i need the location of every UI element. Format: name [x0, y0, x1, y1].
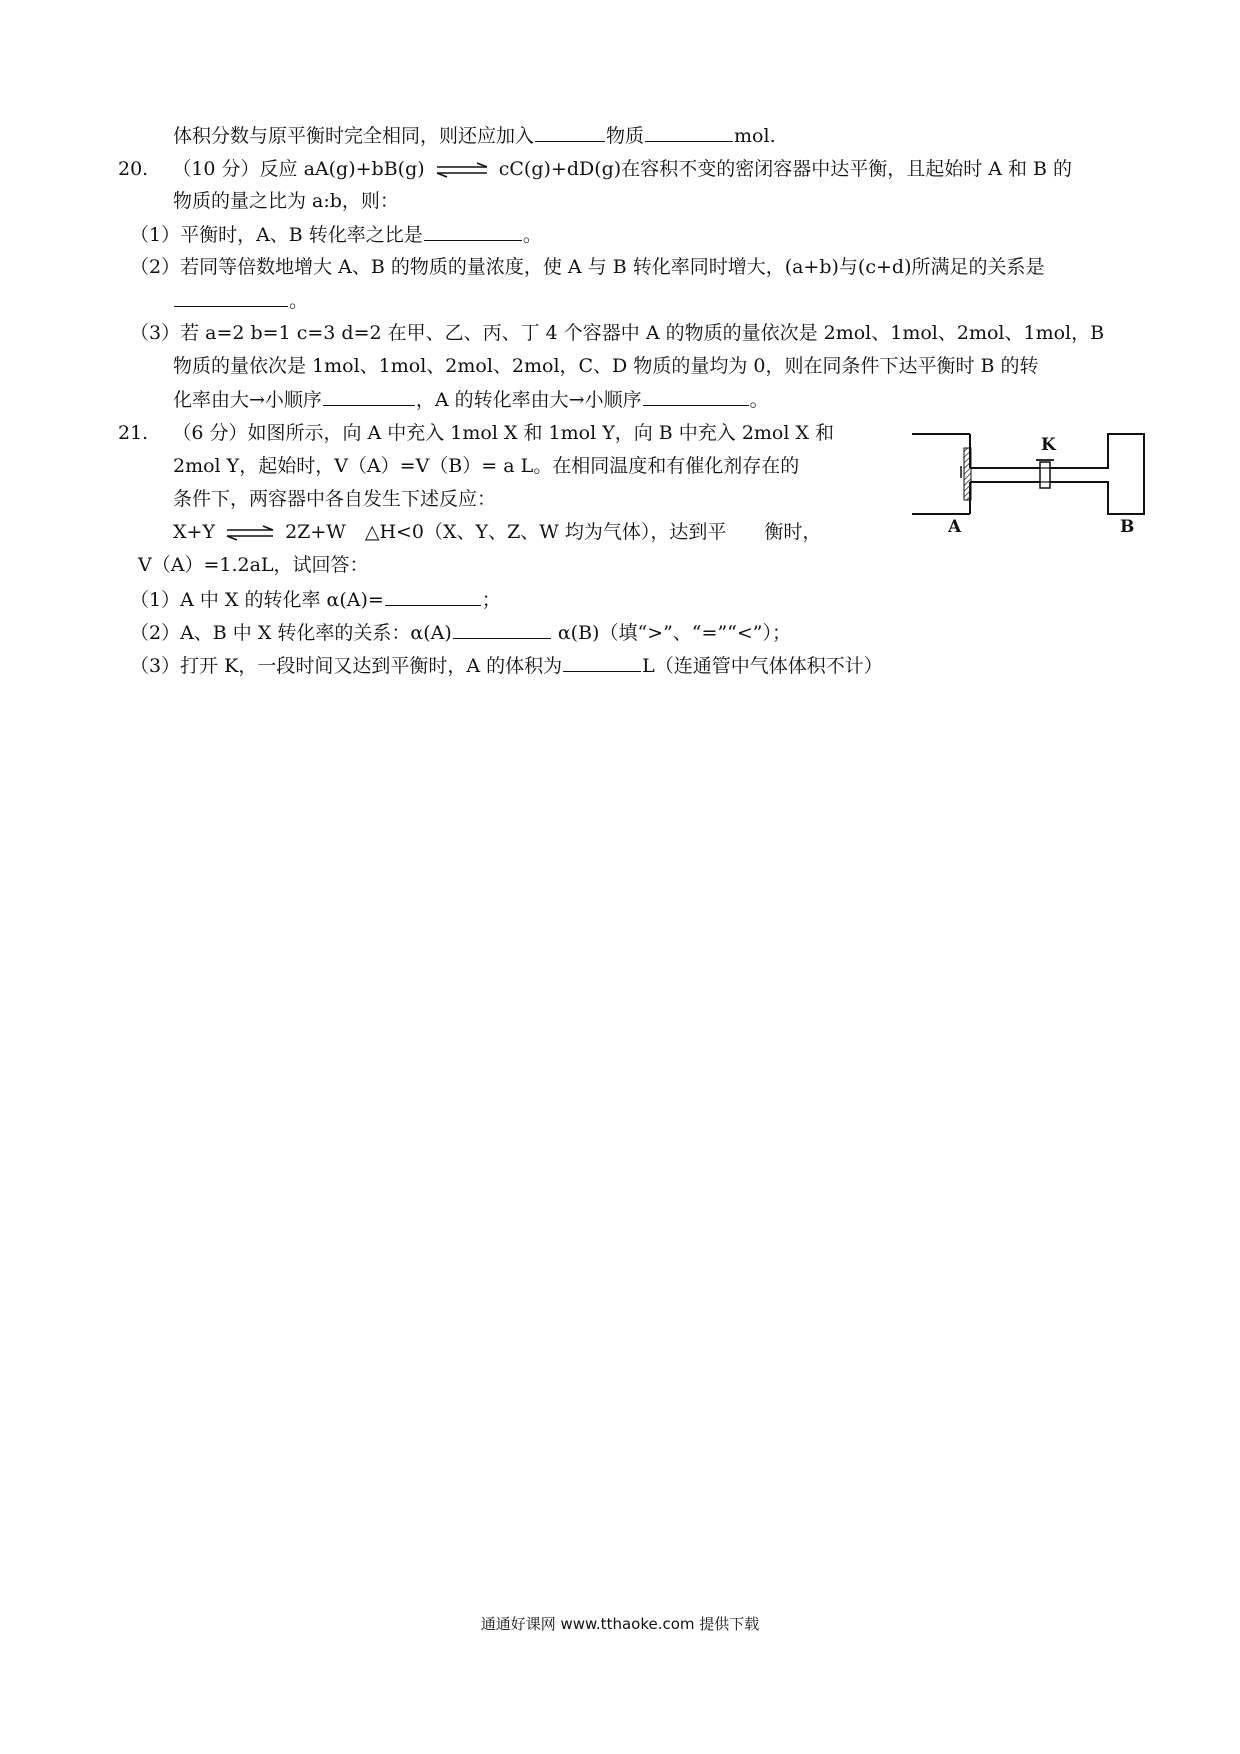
text: 2Z+W △H<0（X、Y、Z、W 均为气体），达到平 衡时， — [285, 521, 822, 543]
container-b — [1108, 434, 1144, 514]
q20-part1 — [130, 222, 542, 246]
text: （2）A、B 中 X 转化率的关系：α(A) — [130, 622, 452, 644]
q21-line5: V（A）=1.2aL，试回答： — [138, 554, 369, 576]
q20-part3-line3 — [173, 387, 769, 411]
piston — [964, 448, 971, 500]
q21-part1 — [130, 587, 501, 611]
q20-part2-answer — [173, 288, 308, 312]
answer-blank[interactable] — [453, 620, 551, 639]
text: 。 — [749, 389, 769, 411]
text: α(B)（填“>”、“=”“<”）； — [557, 622, 792, 644]
text: mol. — [734, 125, 776, 147]
text: （6 分）如图所示，向 A 中充入 1mol X 和 1mol Y，向 B 中充入 2mol X 和 — [172, 422, 835, 444]
q21-line1 — [118, 421, 834, 445]
text: （1）平衡时，A、B 转化率之比是 — [130, 224, 423, 246]
text: cC(g)+dD(g)在容积不变的密闭容器中达平衡，且起始时 A 和 B 的 — [498, 158, 1073, 180]
answer-blank[interactable] — [385, 587, 481, 606]
text: ，A 的转化率由大→小顺序 — [415, 389, 642, 411]
text: 体积分数与原平衡时完全相同，则还应加入 — [173, 125, 535, 147]
equilibrium-arrow-icon — [223, 525, 277, 541]
q21-part2 — [130, 620, 791, 644]
text: X+Y — [173, 521, 215, 543]
page-footer: 通通好课网 www.tthaoke.com 提供下载 — [480, 1615, 760, 1633]
text: 化率由大→小顺序 — [173, 389, 322, 411]
container-a — [912, 434, 971, 514]
q21-line2: 2mol Y，起始时，V（A）=V（B）= a L。在相同温度和有催化剂存在的 — [173, 455, 800, 477]
text: L（连通管中气体体积不计） — [642, 655, 883, 677]
container-a-label: A — [948, 517, 962, 536]
valve-k-icon[interactable] — [1036, 460, 1054, 488]
q20-part3-line2: 物质的量依次是 1mol、1mol、2mol、2mol，C、D 物质的量均为 0，则在同条件下达平衡时 B 的转 — [173, 355, 1039, 377]
text: （10 分）反应 aA(g)+bB(g) — [172, 158, 425, 180]
valve-label: K — [1041, 435, 1056, 455]
q20-part2: （2）若同等倍数地增大 A、B 的物质的量浓度，使 A 与 B 转化率同时增大，(a+b)与(c+d)所满足的关系是 — [130, 256, 1045, 278]
text: （1）A 中 X 的转化率 α(A)= — [130, 589, 384, 611]
answer-blank[interactable] — [174, 288, 288, 307]
q21-part3 — [130, 653, 883, 677]
equilibrium-arrow-icon — [433, 162, 491, 178]
answer-blank[interactable] — [323, 387, 415, 406]
continuation-line — [173, 123, 776, 147]
text: 物质 — [606, 125, 645, 147]
q20-line2: 物质的量之比为 a:b，则： — [173, 190, 399, 212]
text: 。 — [522, 224, 542, 246]
text: （3）打开 K，一段时间又达到平衡时，A 的体积为 — [130, 655, 563, 677]
q20-part3-line1: （3）若 a=2 b=1 c=3 d=2 在甲、乙、丙、丁 4 个容器中 A 的物质的量依次是 2mol、1mol、2mol、1mol，B — [130, 322, 1105, 344]
answer-blank[interactable] — [535, 123, 605, 142]
answer-blank[interactable] — [643, 387, 749, 406]
question-number: 20. — [118, 158, 149, 180]
answer-blank[interactable] — [424, 222, 522, 241]
connecting-tube — [970, 468, 1108, 482]
answer-blank[interactable] — [645, 123, 733, 142]
question-number: 21. — [118, 422, 149, 444]
text: 。 — [289, 290, 309, 312]
q21-line4 — [173, 520, 821, 544]
answer-blank[interactable] — [563, 653, 641, 672]
q21-line3: 条件下，两容器中各自发生下述反应： — [173, 488, 497, 510]
apparatus-diagram — [908, 428, 1148, 536]
text: ； — [481, 589, 501, 611]
container-b-label: B — [1120, 517, 1135, 536]
q20-line1 — [118, 157, 1072, 181]
